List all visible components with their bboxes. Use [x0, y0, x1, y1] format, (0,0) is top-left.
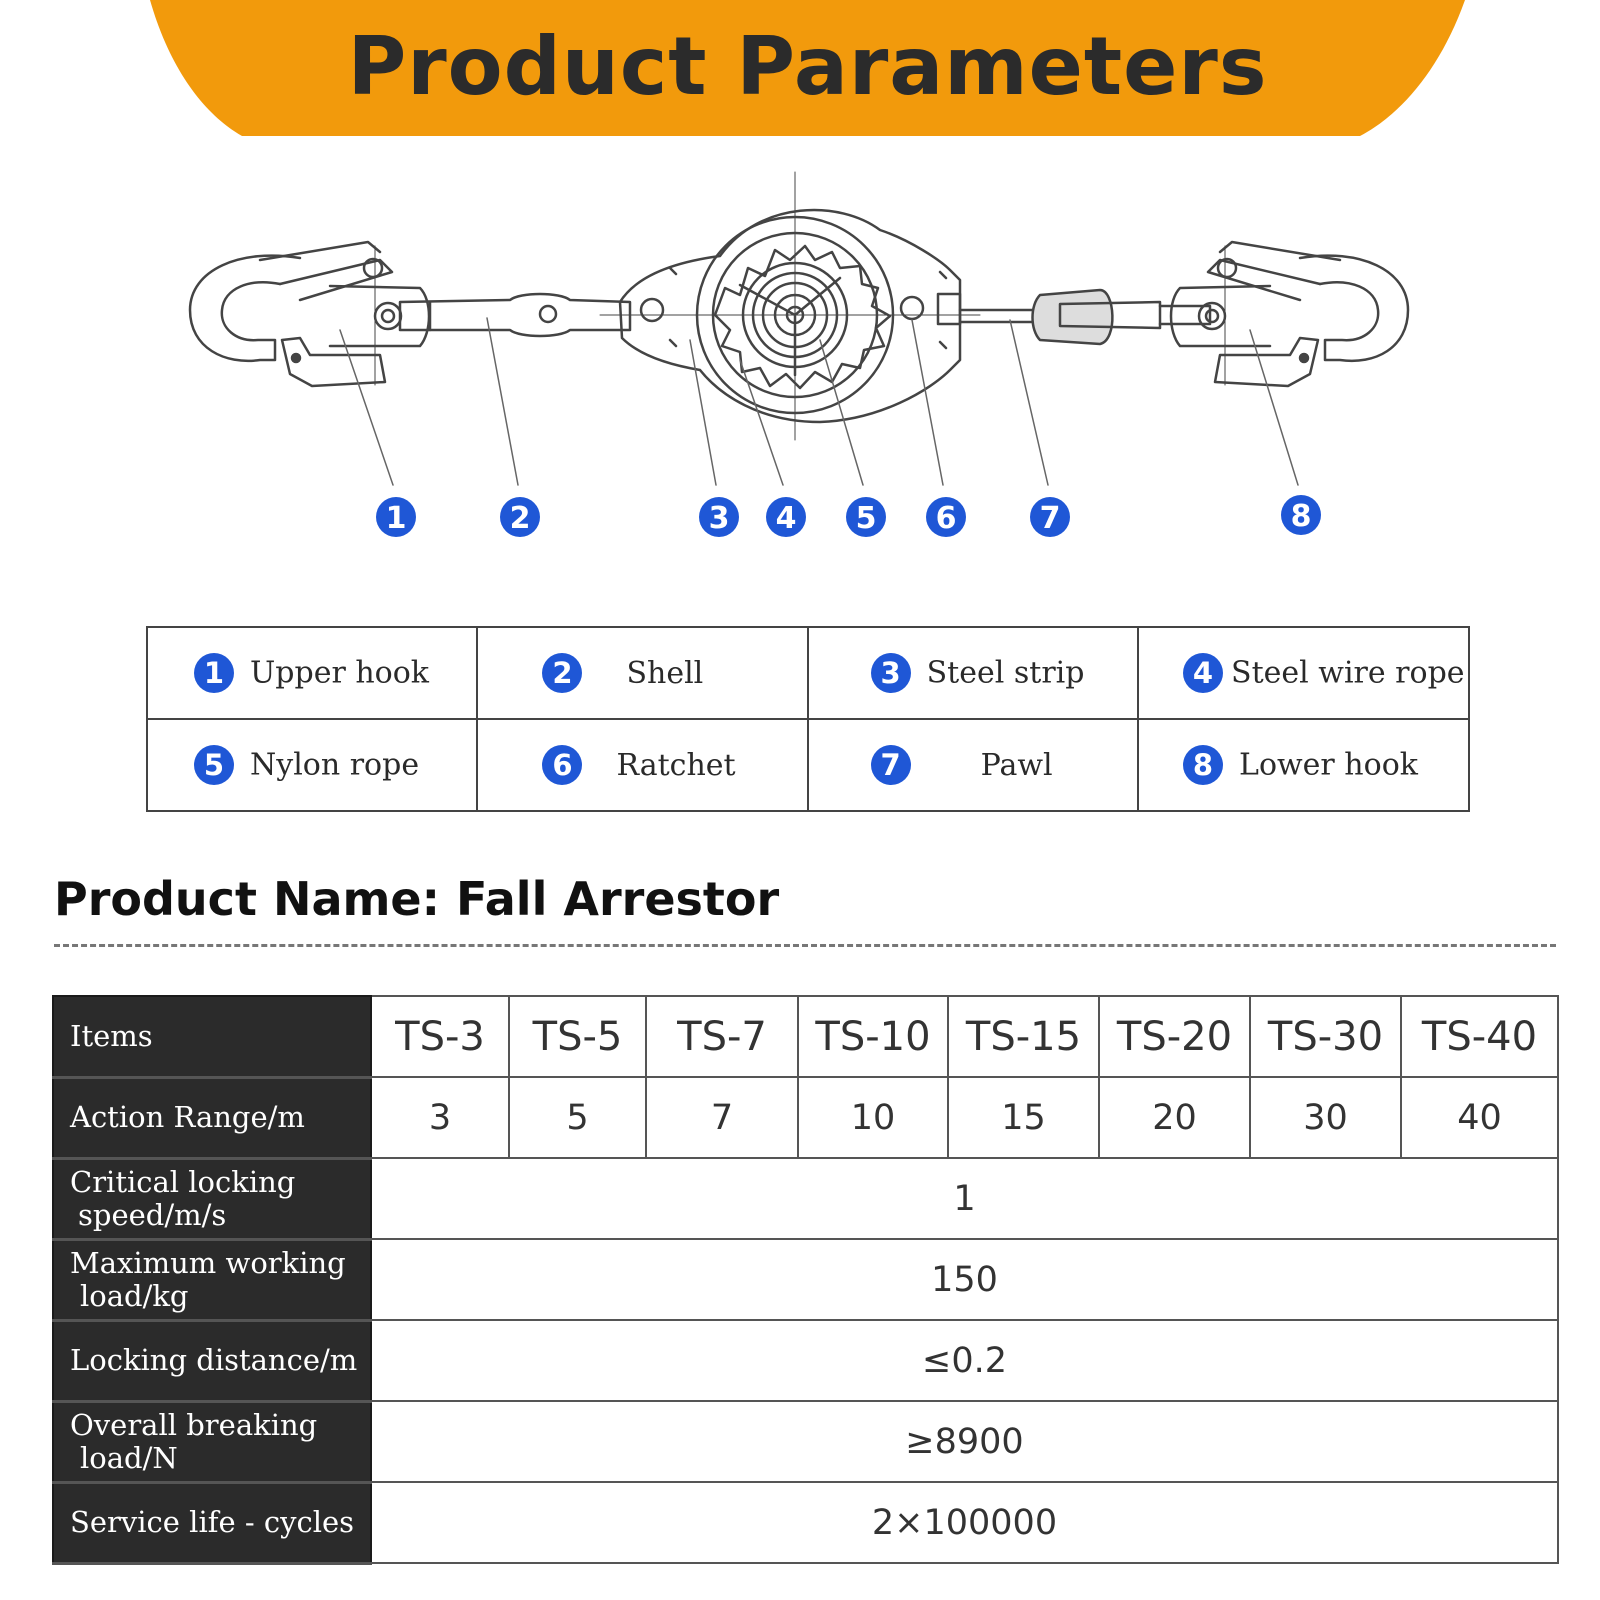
value-cell: ≥8900: [371, 1401, 1558, 1482]
callout-6: [926, 497, 966, 537]
row-header-items: Items: [53, 996, 371, 1077]
legend-cell-lower-hook: [1138, 719, 1469, 811]
product-diagram: [0, 160, 1600, 560]
row-header-service-life: Service life - cycles: [53, 1482, 371, 1563]
model-cell: TS-40: [1401, 996, 1558, 1077]
callout-2: [500, 497, 540, 537]
number-3-badge: 3: [871, 653, 911, 693]
leader-lines: [340, 318, 1298, 485]
legend-label: Shell: [626, 655, 704, 691]
central-housing-drawing: [600, 172, 980, 440]
table-row: [53, 1158, 1558, 1239]
callout-7-number: 7: [1039, 501, 1061, 536]
fall-arrestor-drawing: [0, 160, 1600, 560]
lower-hook-drawing: [1171, 242, 1408, 386]
value-cell: 1: [371, 1158, 1558, 1239]
table-row: [53, 1482, 1558, 1563]
shell-link-drawing: [400, 294, 630, 336]
row-header-action-range: Action Range/m: [53, 1077, 371, 1158]
value-cell: 150: [371, 1239, 1558, 1320]
number-4-badge: 4: [1183, 653, 1223, 693]
legend-label: Steel strip: [926, 655, 1085, 691]
row-header-line: speed/m/s: [78, 1197, 227, 1232]
value-cell: 7: [646, 1077, 798, 1158]
callout-6-number: 6: [935, 501, 957, 536]
value-cell: 10: [798, 1077, 948, 1158]
callout-4: [766, 497, 806, 537]
model-cell: TS-20: [1099, 996, 1250, 1077]
legend-cell-ratchet: [477, 719, 807, 811]
value-cell: 5: [509, 1077, 646, 1158]
legend-cell-pawl: [808, 719, 1138, 811]
legend-cell-steel-wire-rope: [1138, 627, 1469, 719]
parts-legend-table: [146, 626, 1470, 812]
number-8-badge: 8: [1183, 745, 1223, 785]
value-cell: ≤0.2: [371, 1320, 1558, 1401]
row-header-line: load/kg: [80, 1278, 189, 1313]
callout-5-number: 5: [855, 501, 877, 536]
callout-5: [846, 497, 886, 537]
row-header-critical-locking-speed: [53, 1158, 371, 1239]
upper-hook-drawing: [190, 242, 429, 386]
legend-cell-upper-hook: [147, 627, 477, 719]
table-row: [53, 996, 1558, 1077]
model-cell: TS-3: [371, 996, 509, 1077]
model-cell: TS-7: [646, 996, 798, 1077]
value-cell: 15: [948, 1077, 1099, 1158]
product-name-heading: Product Name: Fall Arrestor: [54, 872, 780, 926]
number-5-badge: 5: [194, 745, 234, 785]
row-header-breaking-load: [53, 1401, 371, 1482]
legend-cell-nylon-rope: [147, 719, 477, 811]
callout-1-number: 1: [385, 501, 407, 536]
legend-cell-steel-strip: [808, 627, 1138, 719]
row-header-line: Overall breaking: [70, 1407, 318, 1442]
callout-3-number: 3: [708, 501, 730, 536]
dashed-divider: [54, 944, 1556, 947]
row-header-max-working-load: [53, 1239, 371, 1320]
legend-label: Lower hook: [1239, 747, 1418, 783]
table-row: [53, 1077, 1558, 1158]
number-7-badge: 7: [871, 745, 911, 785]
number-1-badge: 1: [194, 653, 234, 693]
row-header-line: load/N: [80, 1440, 178, 1475]
value-cell: 3: [371, 1077, 509, 1158]
callout-8: [1281, 495, 1321, 535]
value-cell: 30: [1250, 1077, 1401, 1158]
page-title: Product Parameters: [347, 20, 1268, 113]
number-6-badge: 6: [542, 745, 582, 785]
legend-cell-shell: [477, 627, 807, 719]
legend-label: Pawl: [980, 747, 1053, 783]
value-cell: 20: [1099, 1077, 1250, 1158]
model-cell: TS-5: [509, 996, 646, 1077]
model-cell: TS-30: [1250, 996, 1401, 1077]
legend-label: Ratchet: [616, 747, 736, 783]
model-cell: TS-10: [798, 996, 948, 1077]
table-row: [53, 1320, 1558, 1401]
row-header-locking-distance: Locking distance/m: [53, 1320, 371, 1401]
model-cell: TS-15: [948, 996, 1099, 1077]
row-header-line: Critical locking: [70, 1164, 296, 1199]
table-row: [53, 1401, 1558, 1482]
legend-label: Steel wire rope: [1231, 655, 1465, 691]
value-cell: 2×100000: [371, 1482, 1558, 1563]
callout-1: [376, 497, 416, 537]
legend-label: Upper hook: [250, 655, 429, 691]
table-row: [53, 1239, 1558, 1320]
number-2-badge: 2: [542, 653, 582, 693]
callout-4-number: 4: [775, 501, 797, 536]
header-banner: [150, 0, 1465, 136]
legend-label: Nylon rope: [250, 747, 420, 783]
callout-8-number: 8: [1290, 499, 1312, 534]
callout-3: [699, 497, 739, 537]
callout-7: [1030, 497, 1070, 537]
spec-table: [52, 995, 1559, 1565]
value-cell: 40: [1401, 1077, 1558, 1158]
row-header-line: Maximum working: [70, 1245, 346, 1280]
callout-2-number: 2: [509, 501, 531, 536]
